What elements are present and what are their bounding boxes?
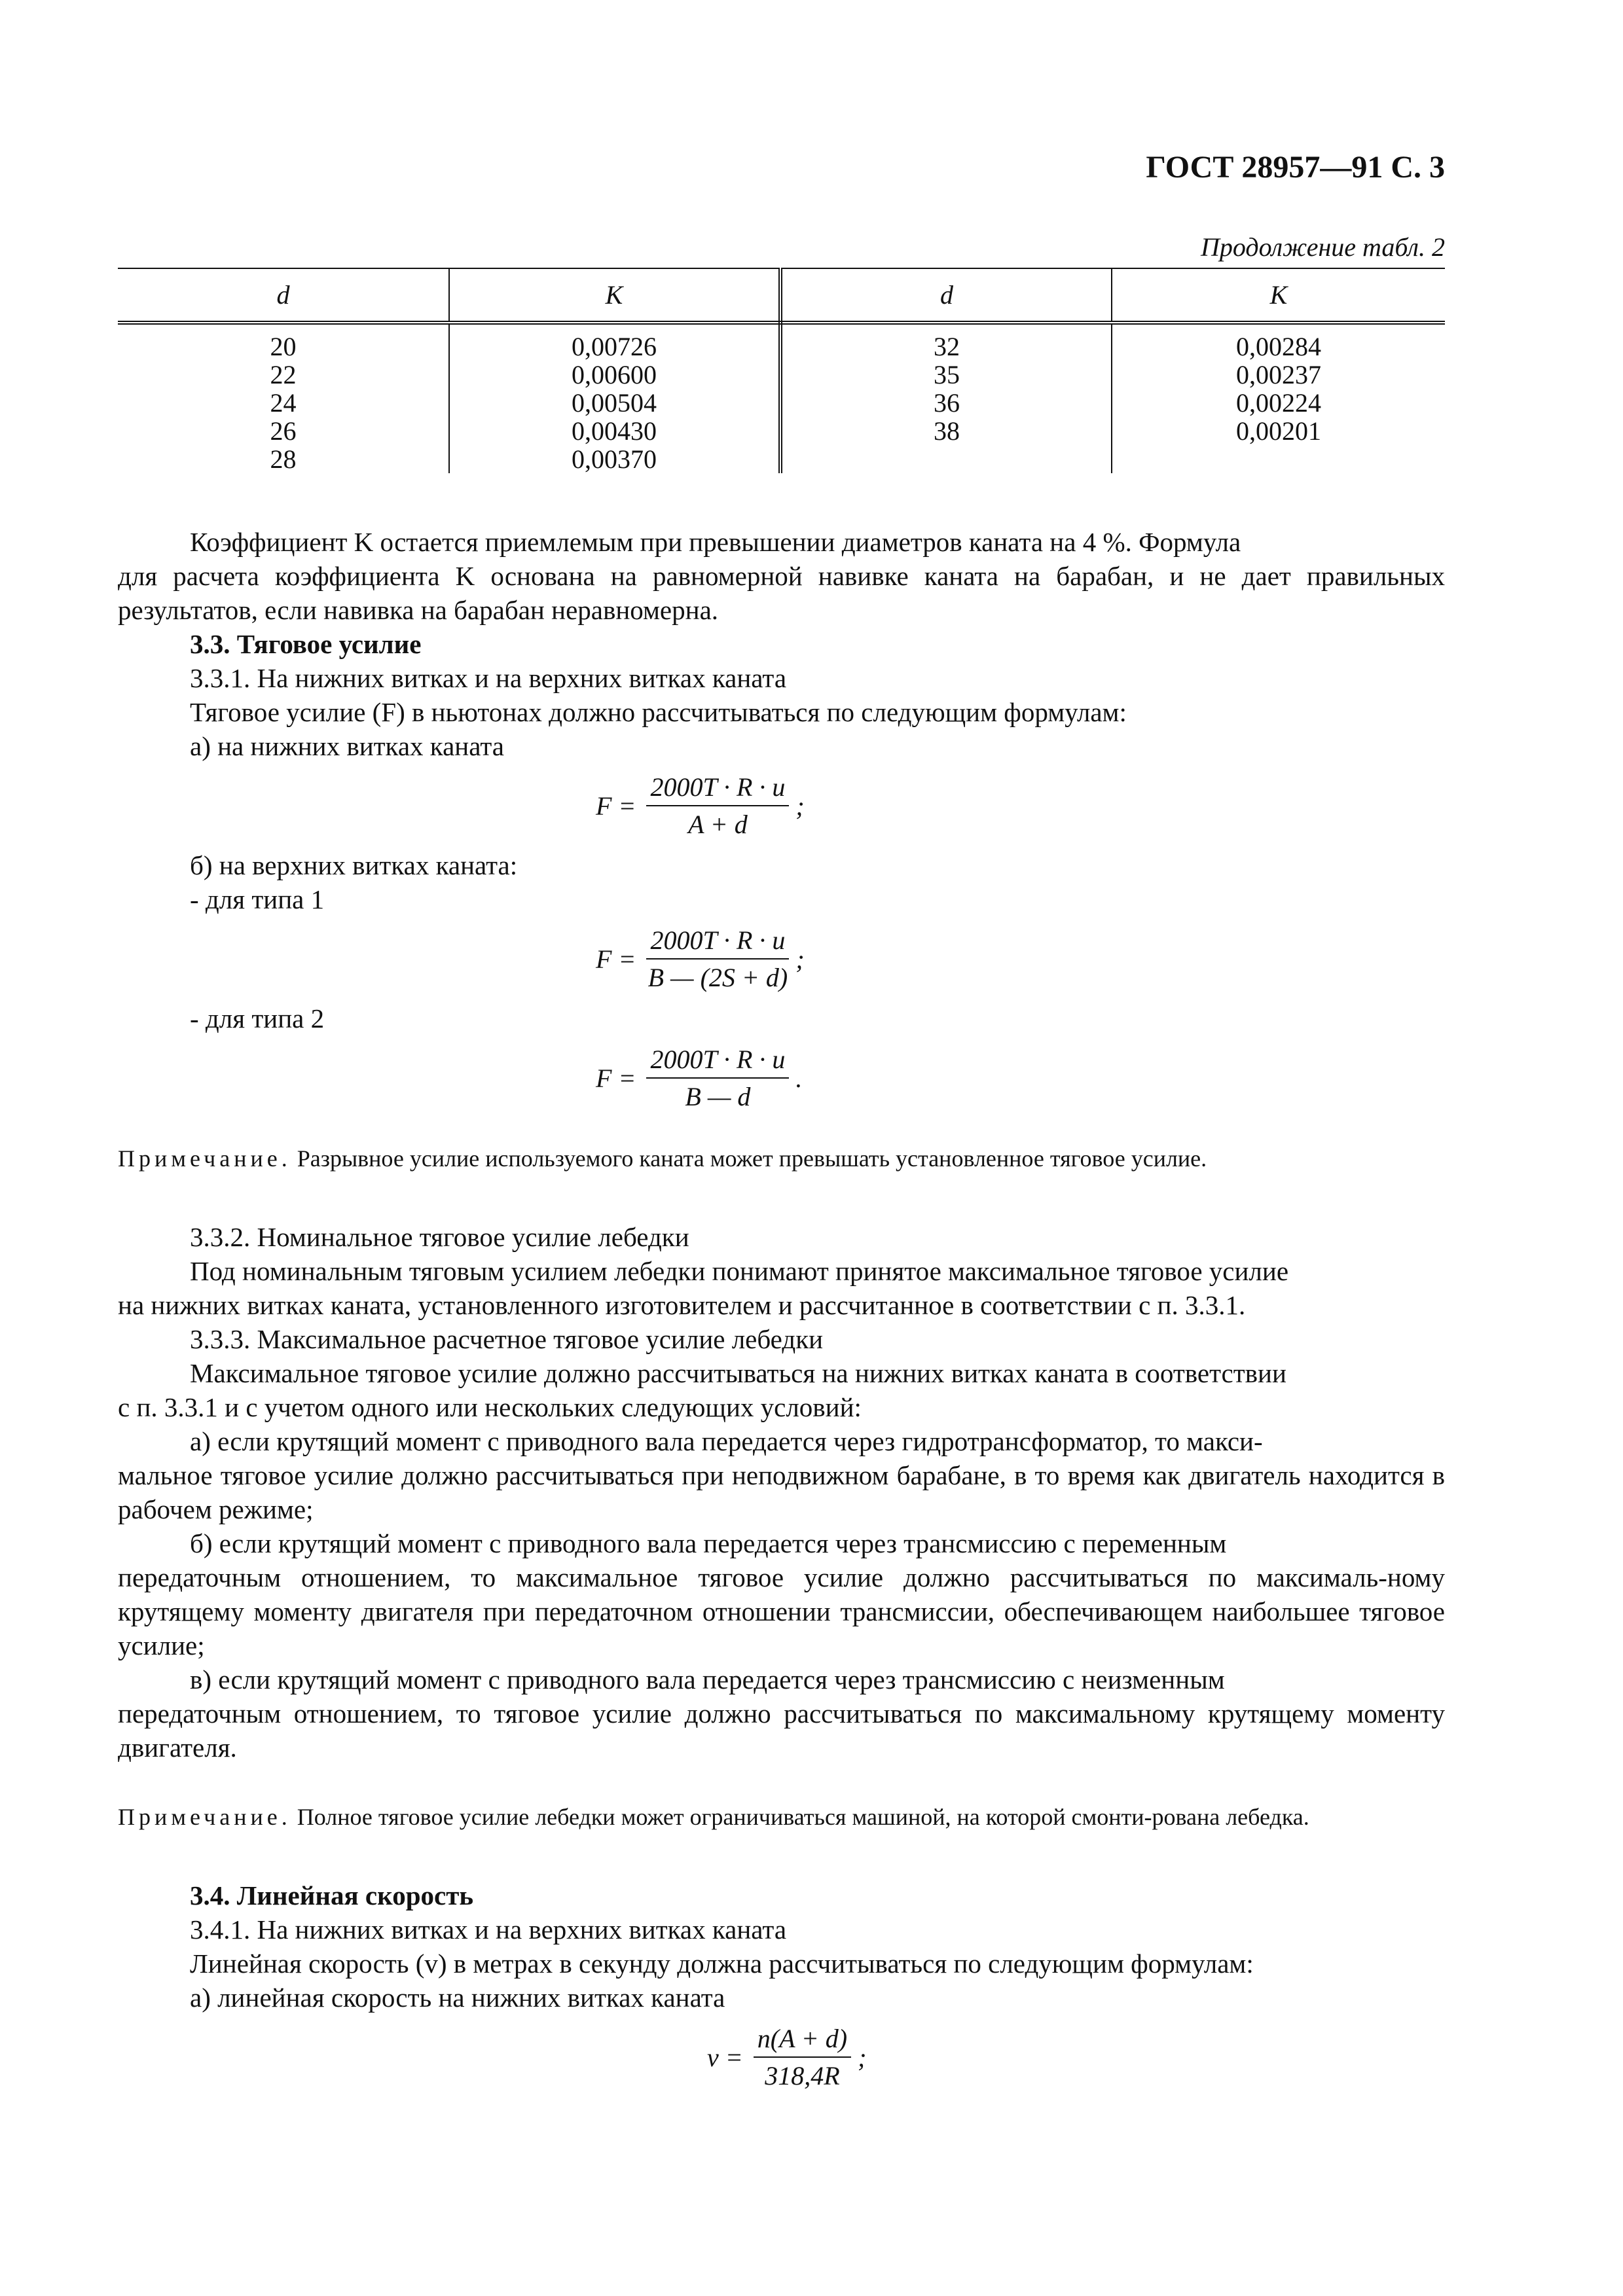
list-item-a-speed: а) линейная скорость на нижних витках каната	[190, 1982, 725, 2013]
condition-a-line1: а) если крутящий момент с приводного вала передается через гидротрансформатор, то макси-	[190, 1426, 1263, 1456]
paragraph-max-line1: Максимальное тяговое усилие должно рассчитываться на нижних витках каната в соответствии	[190, 1358, 1286, 1388]
list-item-b: б) на верхних витках каната:	[190, 850, 518, 880]
section-heading-3-3: 3.3. Тяговое усилие	[190, 629, 422, 659]
paragraph-speed-intro: Линейная скорость (v) в метрах в секунду должна рассчитываться по следующим формулам:	[190, 1948, 1254, 1979]
paragraph-traction-intro: Тяговое усилие (F) в ньютонах должно рассчитываться по следующим формулам:	[190, 697, 1127, 727]
paragraph-max-rest: с п. 3.3.1 и с учетом одного или нескольких следующих условий:	[118, 1392, 862, 1422]
list-item-a: а) на нижних витках каната	[190, 731, 504, 761]
paragraph-coefficient: Коэффициент K остается приемлемым при превышении диаметров каната на 4 %. Формула	[190, 527, 1241, 557]
paragraph-nominal-rest: на нижних витках каната, установленного изготовителем и рассчитанное в соответствии с п. 3.3.1.	[118, 1290, 1246, 1320]
column-header-d: d	[118, 268, 449, 323]
table-header-row	[118, 268, 1445, 323]
subsection-heading-3-3-2: 3.3.2. Номинальное тяговое усилие лебедки	[190, 1222, 689, 1252]
paragraph-coefficient-cont: для расчета коэффициента K основана на равномерной навивке каната на барабан, и не дает правильных результатов, если навивка на барабан неравномерна.	[118, 561, 1445, 625]
column-header-k: K	[1112, 268, 1445, 323]
table-cell-k-left: 0,00726 0,00600 0,00504 0,00430 0,00370	[449, 323, 780, 473]
subsection-heading-3-4-1: 3.4.1. На нижних витках и на верхних витках каната	[190, 1914, 787, 1945]
condition-c-rest: передаточным отношением, то тяговое усилие должно рассчитываться по максимальному крутящему моменту двигателя.	[118, 1698, 1445, 1763]
column-header-k: K	[449, 268, 780, 323]
formula-f2: F = $\frac{2000T \cdot R \cdot u}{B — (2S + d)}$ ;	[596, 925, 805, 992]
list-item-type-2: - для типа 2	[190, 1003, 325, 1033]
formula-f3: F = $\frac{2000T \cdot R \cdot u}{B — d}$ .	[596, 1045, 803, 1111]
condition-b-rest: передаточным отношением, то максимальное тяговое усилие должно рассчитываться по максималь-ному крутящему моменту двигателя при передаточном отношении трансмиссии, обеспечивающем наибольшее тяговое усилие;	[118, 1562, 1445, 1660]
subsection-heading-3-3-1: 3.3.1. На нижних витках и на верхних витках каната	[190, 663, 787, 693]
body-text	[118, 525, 1445, 2100]
note-winch-force: Примечание. Полное тяговое усилие лебедки может ограничиваться машиной, на которой смонти-рована лебедка.	[118, 1804, 1309, 1830]
condition-a-rest: мальное тяговое усилие должно рассчитываться при неподвижном барабане, в то время как двигатель находится в рабочем режиме;	[118, 1460, 1445, 1524]
coefficient-table	[118, 268, 1445, 473]
table-cell-d-right: 32 35 36 38	[780, 323, 1112, 473]
condition-c-line1: в) если крутящий момент с приводного вала передается через трансмиссию с неизменным	[190, 1664, 1225, 1695]
column-header-d: d	[780, 268, 1112, 323]
list-item-type-1: - для типа 1	[190, 884, 325, 914]
table-continuation-label: Продолжение табл. 2	[1200, 232, 1445, 262]
table-row	[118, 323, 1445, 473]
table-cell-d-left: 20 22 24 26 28	[118, 323, 449, 473]
table-cell-k-right: 0,00284 0,00237 0,00224 0,00201	[1236, 332, 1321, 446]
paragraph-nominal-line1: Под номинальным тяговым усилием лебедки понимают принятое максимальное тяговое усилие	[190, 1256, 1289, 1286]
formula-v1: v = $\frac{n(A + d)}{318,4R}$ ;	[707, 2024, 867, 2090]
subsection-heading-3-3-3: 3.3.3. Максимальное расчетное тяговое усилие лебедки	[190, 1324, 824, 1354]
formula-f1: F = $\frac{2000T \cdot R \cdot u}{A + d}$ ;	[596, 772, 805, 839]
note-breaking-force: Примечание. Разрывное усилие используемого каната может превышать установленное тяговое усилие.	[118, 1145, 1207, 1172]
condition-b-line1: б) если крутящий момент с приводного вала передается через трансмиссию с переменным	[190, 1528, 1227, 1558]
section-heading-3-4: 3.4. Линейная скорость	[190, 1880, 474, 1910]
page-header: ГОСТ 28957—91 С. 3	[1146, 150, 1445, 185]
